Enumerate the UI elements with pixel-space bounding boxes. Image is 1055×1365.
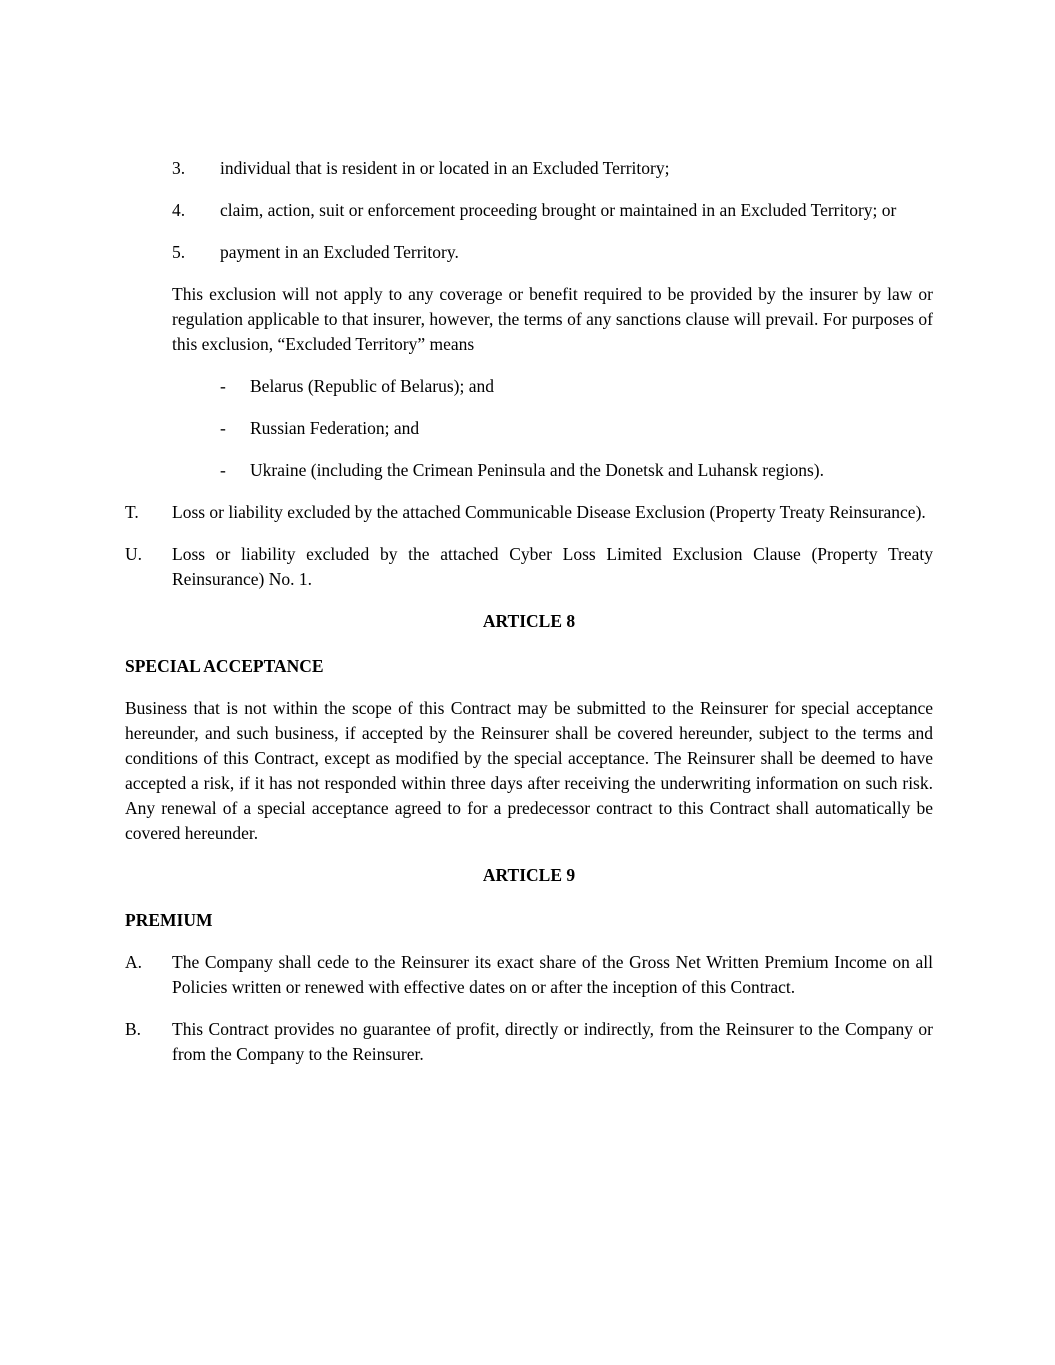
list-item-marker: - xyxy=(220,460,226,480)
list-item-text: Belarus (Republic of Belarus); and xyxy=(250,376,494,396)
list-item-text: The Company shall cede to the Reinsurer its exact share of the Gross Net Written Premium Income on all Policies written or renewed with effective dates on or after the inception of this Contract. xyxy=(172,952,933,997)
article-9-heading: ARTICLE 9 xyxy=(482,865,576,885)
special-acceptance-heading: SPECIAL ACCEPTANCE xyxy=(125,656,324,676)
lettered-list-item xyxy=(125,542,933,592)
list-item-marker: - xyxy=(220,418,226,438)
list-item-text: Russian Federation; and xyxy=(250,418,420,438)
list-item-marker: 5. xyxy=(172,242,186,262)
numbered-list-item xyxy=(172,198,933,223)
list-item-text: Ukraine (including the Crimean Peninsula and the Donetsk and Luhansk regions). xyxy=(250,460,824,480)
territory-list-item xyxy=(220,374,933,399)
premium-item-b xyxy=(125,1017,933,1067)
article-8-heading: ARTICLE 8 xyxy=(482,611,576,631)
list-item-text: claim, action, suit or enforcement proceeding brought or maintained in an Excluded Territory; or xyxy=(220,200,897,220)
list-item-marker: A. xyxy=(125,952,143,972)
list-item-text: individual that is resident in or located in an Excluded Territory; xyxy=(220,158,670,178)
list-item-text: This Contract provides no guarantee of profit, directly or indirectly, from the Reinsurer to the Company or from the Company to the Reinsurer. xyxy=(172,1019,933,1064)
list-item-marker: 4. xyxy=(172,200,186,220)
territory-list-item xyxy=(220,416,933,441)
special-acceptance-paragraph: Business that is not within the scope of this Contract may be submitted to the Reinsurer for special acceptance hereunder, and such business, if accepted by the Reinsurer shall be covered hereunder, subject to the terms and conditions of this Contract, except as modified by the special acceptance. The Reinsurer shall be deemed to have accepted a risk, if it has not responded within three days after receiving the underwriting information on such risk. Any renewal of a special acceptance agreed to for a predecessor contract to this Contract shall automatically be covered hereunder. xyxy=(125,698,933,843)
exclusion-paragraph: This exclusion will not apply to any coverage or benefit required to be provided by the insurer by law or regulation applicable to that insurer, however, the terms of any sanctions clause will prevail. For purposes of this exclusion, “Excluded Territory” means xyxy=(172,284,933,354)
list-item-marker: T. xyxy=(125,502,139,522)
list-item-marker: U. xyxy=(125,544,143,564)
list-item-marker: B. xyxy=(125,1019,142,1039)
numbered-list-item xyxy=(172,156,933,181)
numbered-list-item xyxy=(172,240,933,265)
premium-heading: PREMIUM xyxy=(125,910,213,930)
list-item-text: payment in an Excluded Territory. xyxy=(220,242,459,262)
lettered-list-item xyxy=(125,500,933,525)
territory-list-item xyxy=(220,458,933,483)
list-item-marker: - xyxy=(220,376,226,396)
list-item-marker: 3. xyxy=(172,158,186,178)
list-item-text: Loss or liability excluded by the attached Communicable Disease Exclusion (Property Treaty Reinsurance). xyxy=(172,502,926,522)
list-item-text: Loss or liability excluded by the attached Cyber Loss Limited Exclusion Clause (Property Treaty Reinsurance) No. 1. xyxy=(172,544,933,589)
premium-item-a xyxy=(125,950,933,1000)
